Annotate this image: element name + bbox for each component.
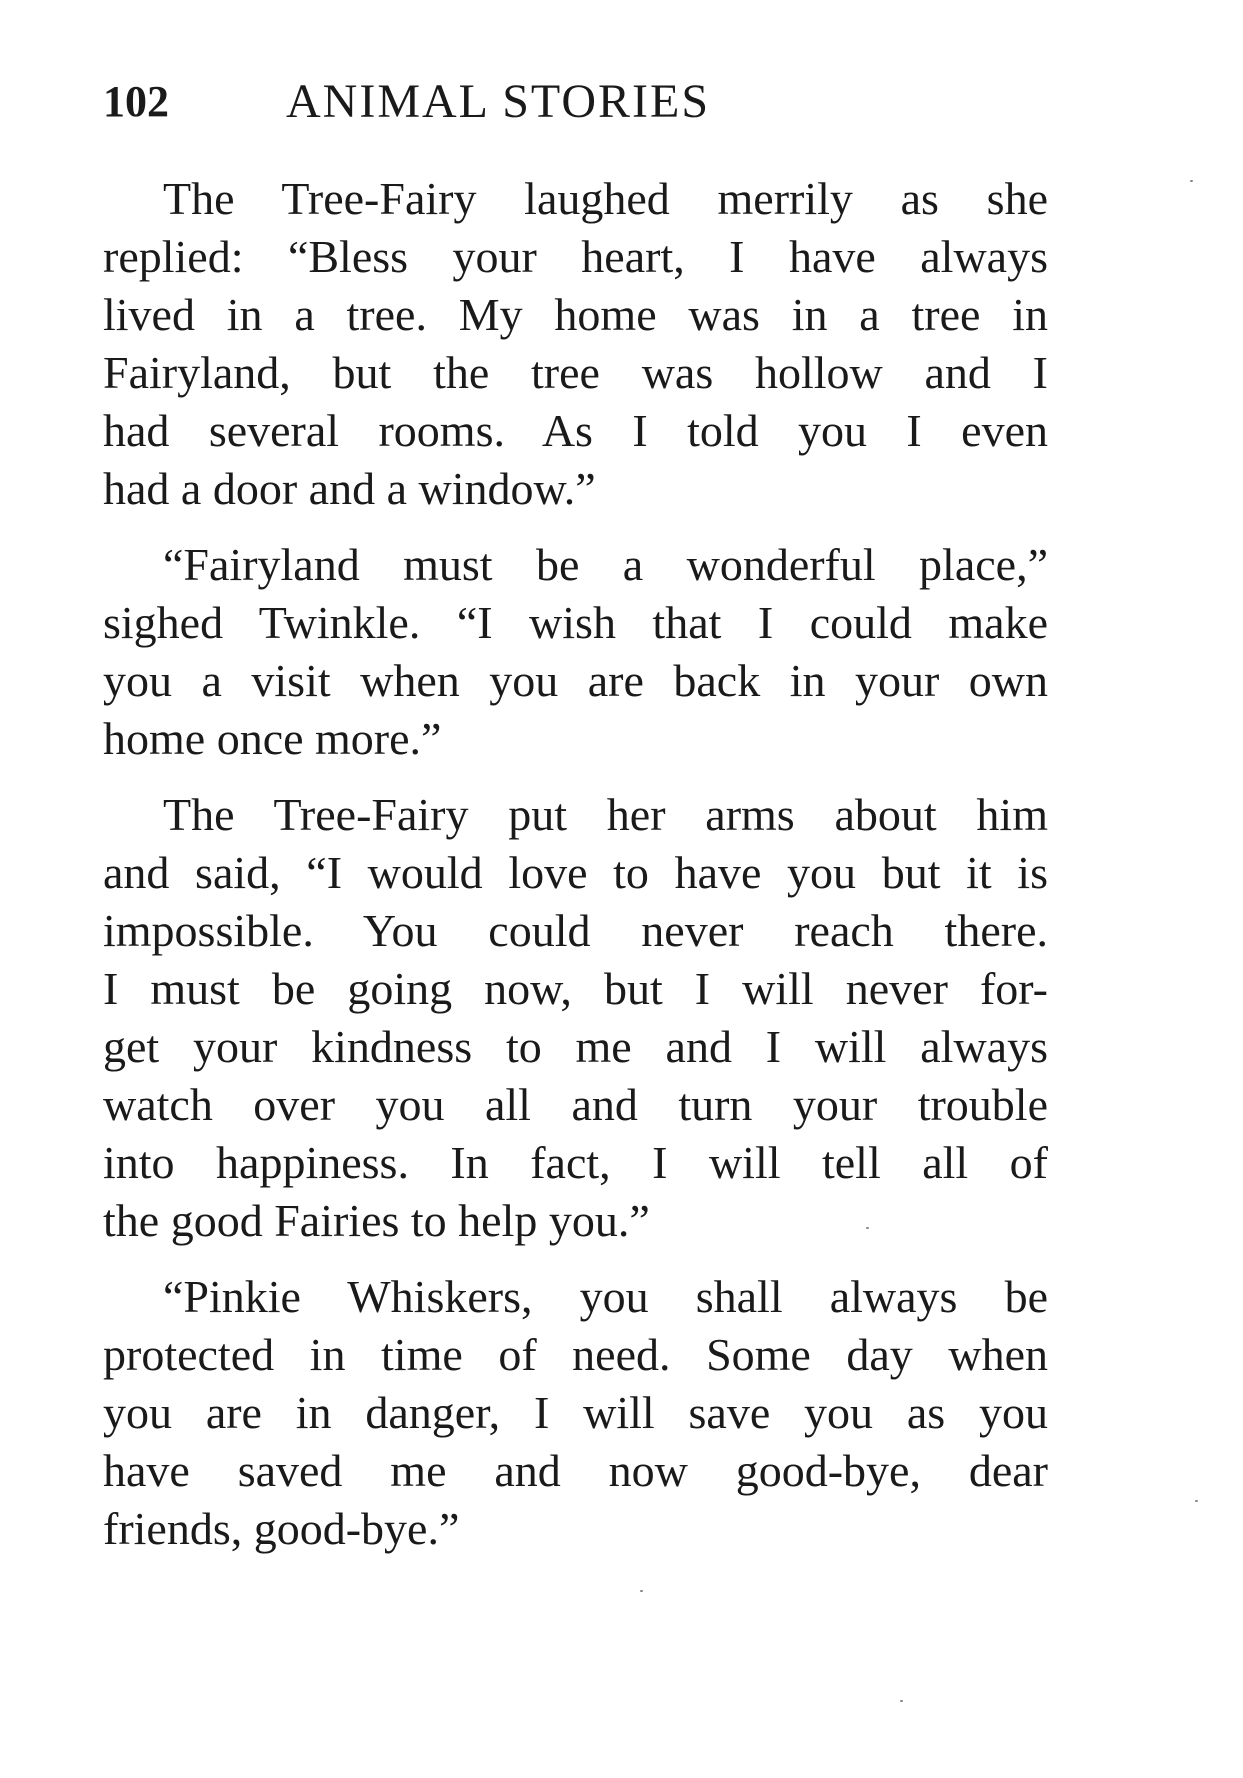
paragraph-gap (103, 768, 1048, 786)
text-line: The Tree-Fairy laughed merrily as she (163, 173, 1048, 224)
text-line: The Tree-Fairy put her arms about him (163, 789, 1048, 840)
text-line: watch over you all and turn your trouble (103, 1079, 1048, 1130)
text-line: the good Fairies to help you.” (103, 1195, 650, 1246)
text-line: replied: “Bless your heart, I have always (103, 231, 1048, 282)
paragraph-2 (103, 536, 1048, 768)
text-line: had several rooms. As I told you I even (103, 405, 1048, 456)
text-line: Fairyland, but the tree was hollow and I (103, 347, 1048, 398)
text-line: “Pinkie Whiskers, you shall always be (163, 1271, 1048, 1322)
paragraph-gap (103, 518, 1048, 536)
text-line: have saved me and now good-bye, dear (103, 1445, 1048, 1496)
text-line: you are in danger, I will save you as you (103, 1387, 1048, 1438)
text-line: friends, good-bye.” (103, 1503, 460, 1554)
scan-speck (1195, 1500, 1198, 1502)
text-line: and said, “I would love to have you but it is (103, 847, 1048, 898)
running-head (103, 72, 1103, 132)
text-line: lived in a tree. My home was in a tree in (103, 289, 1048, 340)
text-line: I must be going now, but I will never for- (103, 963, 1048, 1014)
text-line: sighed Twinkle. “I wish that I could make (103, 597, 1048, 648)
paragraph-gap (103, 1250, 1048, 1268)
body-text (103, 170, 1048, 1558)
text-line: had a door and a window.” (103, 463, 596, 514)
paragraph-1 (103, 170, 1048, 518)
scan-speck (1190, 180, 1193, 182)
text-line: “Fairyland must be a wonderful place,” (163, 539, 1048, 590)
scan-speck (866, 1227, 869, 1229)
paragraph-4 (103, 1268, 1048, 1558)
scan-speck (640, 1590, 643, 1592)
paragraph-3 (103, 786, 1048, 1250)
text-line: impossible. You could never reach there. (103, 905, 1048, 956)
text-line: protected in time of need. Some day when (103, 1329, 1048, 1380)
text-line: home once more.” (103, 713, 442, 764)
book-title: ANIMAL STORIES (286, 75, 711, 128)
text-line: into happiness. In fact, I will tell all of (103, 1137, 1048, 1188)
page-number: 102 (103, 77, 169, 126)
text-line: you a visit when you are back in your own (103, 655, 1048, 706)
text-line: get your kindness to me and I will always (103, 1021, 1048, 1072)
scan-speck (900, 1700, 903, 1702)
